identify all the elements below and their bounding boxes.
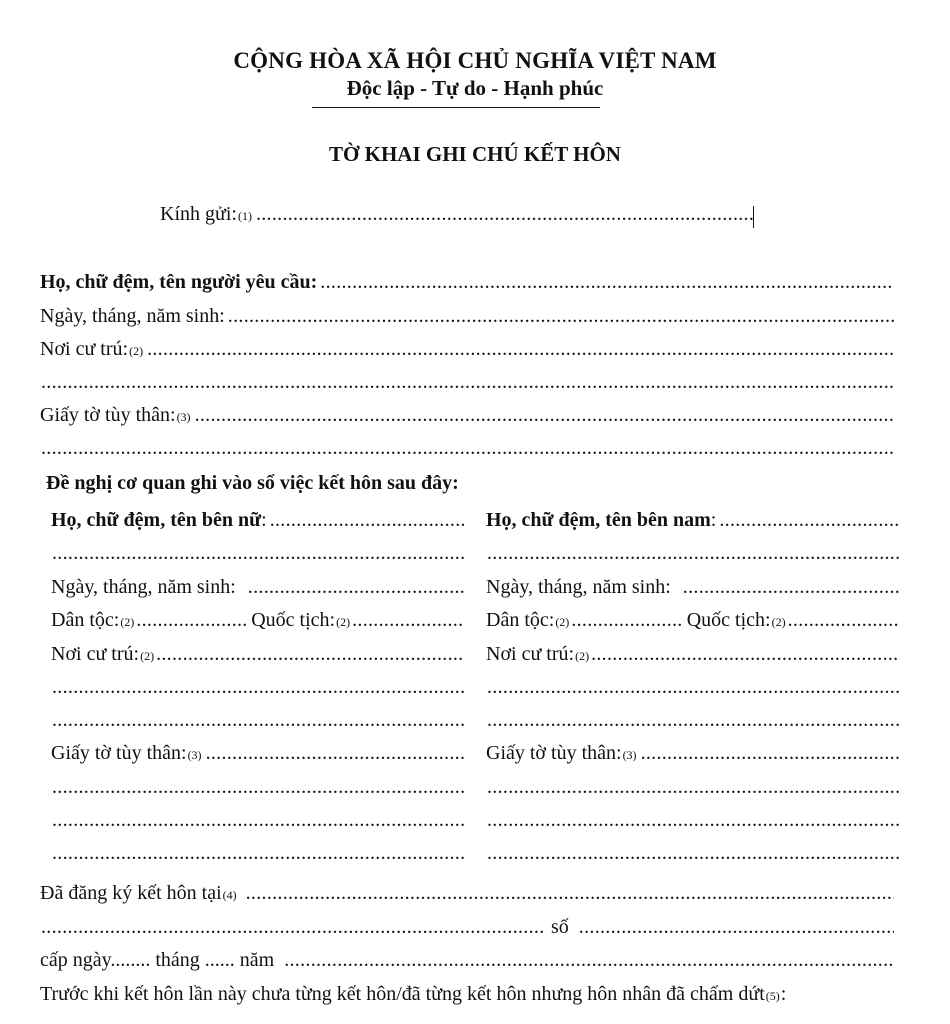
male-residence-row-2 [486, 676, 900, 704]
female-id-row-2 [51, 776, 464, 804]
male-id-row-2 [486, 776, 900, 804]
requester-name-row [40, 271, 894, 299]
female-id-row-3 [51, 809, 464, 837]
requester-residence-field[interactable] [147, 338, 894, 361]
requester-name-label: Họ, chữ đệm, tên người yêu cầu: [40, 271, 318, 293]
female-name-row-2 [51, 542, 464, 570]
registration-year-field[interactable] [284, 949, 894, 972]
male-id-field-cont-3[interactable] [487, 842, 900, 865]
female-residence-field[interactable] [156, 643, 464, 666]
male-id-field[interactable] [641, 742, 900, 765]
national-motto: Độc lập - Tự do - Hạnh phúc [346, 76, 604, 100]
female-ethnicity-field[interactable] [136, 609, 248, 632]
female-name-colon: : [261, 509, 267, 531]
registration-place-row: Đã đăng ký kết hôn tại (4) ..... [40, 882, 894, 910]
registration-number-row [40, 916, 894, 944]
prior-marriage-text: Trước khi kết hôn lần này chưa từng kết hôn/đã từng kết hôn nhưng hôn nhân đã chấm dứt [40, 983, 765, 1005]
male-name-field[interactable] [719, 509, 900, 532]
registration-date-row [40, 949, 894, 977]
female-id-field-cont[interactable] [52, 776, 464, 799]
requester-residence-field-cont[interactable] [41, 371, 894, 394]
female-id-label: Giấy tờ tùy thân: [51, 742, 187, 764]
male-name-colon: : [710, 509, 717, 531]
requester-id-field-cont[interactable] [41, 437, 894, 460]
requester-residence-row: Nơi cư trú: (2) ..... [40, 338, 894, 366]
male-id-row-3 [486, 809, 900, 837]
male-residence-field-cont-2[interactable] [487, 709, 900, 732]
male-name-field-cont[interactable] [487, 542, 900, 565]
male-nationality-field[interactable] [788, 609, 900, 632]
text-cursor [753, 206, 755, 228]
female-id-row: Giấy tờ tùy thân: (3) ..... [51, 742, 464, 770]
registration-place-label: Đã đăng ký kết hôn tại [40, 882, 222, 904]
male-ethnicity-row: Dân tộc: (2) ..... Quốc tịch: (2) ..... [486, 609, 900, 637]
male-id-field-cont[interactable] [487, 776, 900, 799]
female-ethnicity-row: Dân tộc: (2) ..... Quốc tịch: (2) ..... [51, 609, 464, 637]
female-dob-row [51, 576, 464, 604]
female-name-field[interactable] [270, 509, 464, 532]
male-dob-field[interactable] [683, 576, 900, 599]
male-id-row: Giấy tờ tùy thân: (3) ..... [486, 742, 900, 770]
male-dob-row [486, 576, 900, 604]
request-statement: Đề nghị cơ quan ghi vào sổ việc kết hôn sau đây: [46, 472, 459, 494]
registration-place-field[interactable] [246, 882, 894, 905]
requester-id-label: Giấy tờ tùy thân: [40, 404, 176, 426]
female-residence-label: Nơi cư trú: [51, 643, 140, 665]
female-name-label: Họ, chữ đệm, tên bên nữ [51, 509, 262, 531]
male-nationality-label: Quốc tịch: [686, 609, 771, 631]
requester-dob-row [40, 305, 894, 333]
female-residence-field-cont[interactable] [52, 676, 464, 699]
female-residence-field-cont-2[interactable] [52, 709, 464, 732]
male-residence-field-cont[interactable] [487, 676, 900, 699]
female-residence-row: Nơi cư trú: (2) ..... [51, 643, 464, 671]
male-name-label: Họ, chữ đệm, tên bên nam [486, 509, 711, 531]
male-dob-label: Ngày, tháng, năm sinh: [486, 576, 671, 598]
male-id-field-cont-2[interactable] [487, 809, 900, 832]
female-id-field-cont-3[interactable] [52, 842, 464, 865]
female-id-row-4 [51, 842, 464, 870]
male-residence-row-3 [486, 709, 900, 737]
prior-marriage-row: Trước khi kết hôn lần này chưa từng kết hôn/đã từng kết hôn nhưng hôn nhân đã chấm dứt (5) : [40, 983, 787, 1005]
requester-id-field[interactable] [195, 404, 894, 427]
registration-number-label: số [551, 916, 569, 938]
request-statement-row [46, 472, 896, 500]
male-residence-label: Nơi cư trú: [486, 643, 575, 665]
male-residence-field[interactable] [591, 643, 900, 666]
female-nationality-label: Quốc tịch: [251, 609, 336, 631]
male-id-label: Giấy tờ tùy thân: [486, 742, 622, 764]
requester-residence-row-2 [40, 371, 894, 399]
female-name-field-cont[interactable] [52, 542, 464, 565]
female-id-field-cont-2[interactable] [52, 809, 464, 832]
requester-dob-field[interactable] [228, 305, 894, 328]
female-ethnicity-label: Dân tộc: [51, 609, 120, 631]
male-name-row-2 [486, 542, 900, 570]
requester-name-field[interactable] [320, 271, 894, 294]
male-name-row [486, 509, 900, 537]
requester-id-row: Giấy tờ tùy thân: (3) ..... [40, 404, 894, 432]
recipient-field[interactable] [256, 203, 753, 226]
registration-date-label: cấp ngày........ tháng ...... năm [40, 949, 275, 971]
female-id-field[interactable] [206, 742, 464, 765]
male-ethnicity-field[interactable] [571, 609, 683, 632]
form-title: TỜ KHAI GHI CHÚ KẾT HÔN [329, 142, 621, 166]
header-underline [312, 107, 600, 108]
female-dob-label: Ngày, tháng, năm sinh: [51, 576, 236, 598]
female-dob-field[interactable] [248, 576, 464, 599]
registration-number-field[interactable] [579, 916, 894, 939]
registration-place-field-cont[interactable] [41, 916, 543, 939]
recipient-label: Kính gửi: [160, 203, 237, 225]
recipient-row: Kính gửi: (1) ..... [160, 203, 754, 231]
requester-id-row-2 [40, 437, 894, 465]
female-nationality-field[interactable] [352, 609, 464, 632]
requester-dob-label: Ngày, tháng, năm sinh: [40, 305, 225, 327]
male-ethnicity-label: Dân tộc: [486, 609, 555, 631]
prior-marriage-colon: : [780, 983, 787, 1005]
requester-residence-label: Nơi cư trú: [40, 338, 129, 360]
female-residence-row-3 [51, 709, 464, 737]
male-residence-row: Nơi cư trú: (2) ..... [486, 643, 900, 671]
national-title: CỘNG HÒA XÃ HỘI CHỦ NGHĨA VIỆT NAM [233, 48, 717, 73]
female-residence-row-2 [51, 676, 464, 704]
female-name-row [51, 509, 464, 537]
male-id-row-4 [486, 842, 900, 870]
